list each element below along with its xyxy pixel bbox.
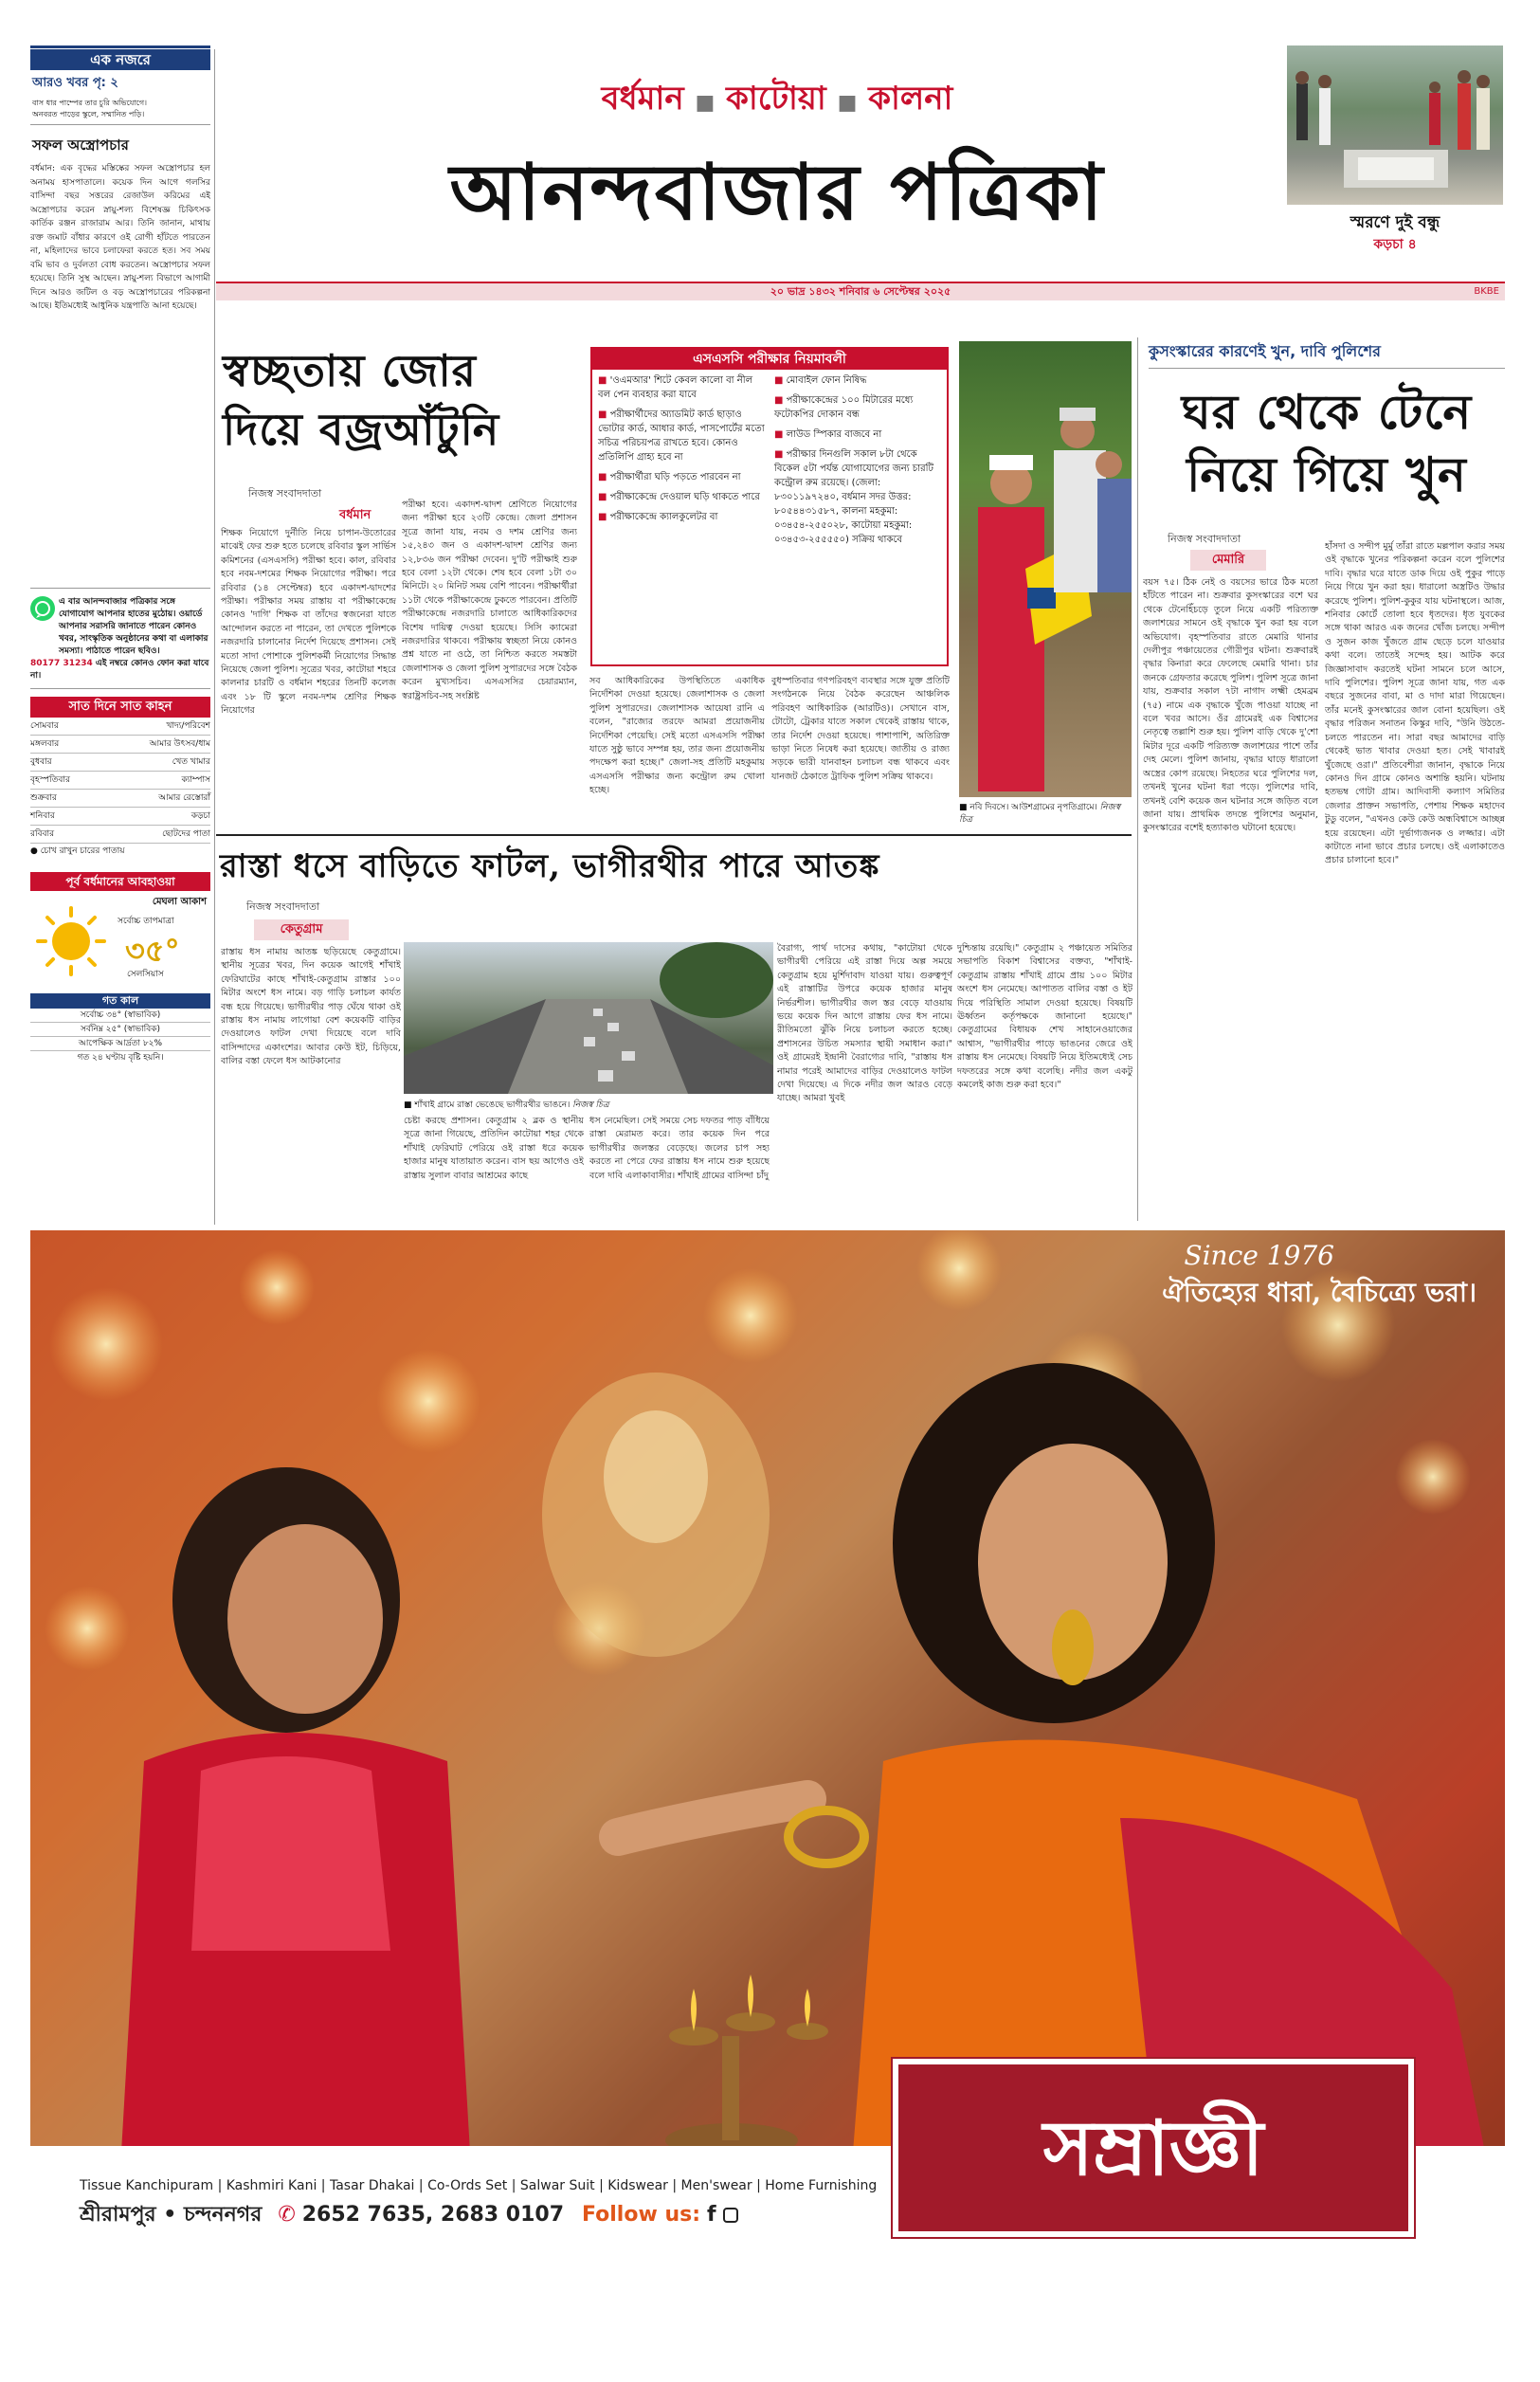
rule-item: ■ পরীক্ষার দিনগুলি সকাল ৮টা থেকে বিকেল ৫টা পর্যন্ত যোগাযোগের জন্য চারটি কন্ট্রোল রুম রয়েছে। (জেলা: ৮৩০১১৯৭২৪০, বর্ধমান সদর উত্তর: ৮০৫৪৪৩১৫৮৭, কালনা মহকুমা: ০৩৪৫৪-২৫৫০২৮, কাটোয়া মহকুমা: ০৩৪৫৩-২৫৫৫৫০) সক্রিয় থাকবে [774, 447, 941, 547]
rule-item: ■ 'ওএমআর' শিটে কেবল কালো বা নীল বল পেন ব্যবহার করা যাবে [598, 373, 765, 402]
max-temp-label: সর্বোচ্চ তাপমাত্রা [118, 917, 174, 926]
ad-category: Men'swear [680, 2178, 752, 2193]
story1-place: বর্ধমান [339, 508, 371, 522]
day-topic: খেত খামার [172, 757, 210, 767]
nabi-caption-text: নবি দিবসে। আউশগ্রামের নৃপতিগ্রামে। [969, 803, 1097, 812]
road-photo-illustration [404, 942, 773, 1094]
procession-illustration [959, 341, 1132, 797]
story3-col5: দুশ্চিন্তায় রয়েছি।" কেতুগ্রাম ২ পঞ্চায়েত সমিতির সভাপতি বিকাশ বিশ্বাসের বক্তব্য, "শাঁখাই-কেতুগ্রাম রাস্তায় শাঁখাই গ্রামে প্রায় ১০০ মিটার অংশে ধস নেমেছে। আপাতত বালির বস্তা ও ইট দিয়ে পরিস্থিতি সামাল দেওয়া হয়েছে। বিষয়টি ঊর্ধ্বতন কর্তৃপক্ষকে জানানো হয়েছে।" কেতুগ্রামের বিধায়ক শেখ সাহানেওয়াজের আশ্বাস, "ভাগীরথীর পাড়ে ভাঙনের জেরে ওই রাস্তায় ধস নেমেছে। বিষয়টি নিয়ে ইতিমধ্যেই সেচ দফতরের সঙ্গে কথা বলেছি। নদীর জল একটু কমলেই কাজ শুরু করা হবে।" [957, 943, 1132, 1091]
story2-kicker: কুসংস্কারের কারণেই খুন, দাবি পুলিশের [1149, 339, 1505, 369]
weather-title: পূর্ব বর্ধমানের আবহাওয়া [30, 872, 210, 891]
edition-code: BKBE [1474, 286, 1499, 297]
nabi-credit: নিজস্ব চিত্র [959, 803, 1121, 825]
ad-brand: সম্রাজ্ঞী [1042, 2103, 1264, 2192]
nabi-photo-caption: ■ নবি দিবসে। আউশগ্রামের নৃপতিগ্রামে। নিজস্ব চিত্র [959, 803, 1121, 825]
story3-col3: ধস নেমেছিল। সেই সময়ে সেচ দফতর পাড় বাঁধিয়ে রাস্তা মেরামত করে। তার কয়েক দিন পরে ভাগীরথীর জলস্তর বেড়েছে। জলের চাপ সহ্য করতে না পেরে ফের রাস্তায় ধস নামে শুরু হয়েছে বলে দাবি এলাকাবাসীর। শাঁখাই গ্রামের বাসিন্দা চাঁদু [589, 1116, 770, 1181]
story3-byline: নিজস্ব সংবাদদাতা [246, 900, 320, 913]
story1-col2: পরীক্ষা হবে। একাদশ-দ্বাদশ শ্রেণিতে নিয়োগের জন্য পরীক্ষা হবে ২৩টি কেন্দ্রে। জেলা প্রশাসন সূত্রে জানা যায়, নবম ও দশম শ্রেণির জন্য ১৫,২৪৩ জন ও একাদশ-দ্বাদশ শ্রেণির জন্য ১২,৮৩৬ জন পরীক্ষা দেবেন। দু'টি পরীক্ষাই শুরু হবে বেলা ১২টা থেকে। শেষ হবে বেলা ১টা ৩০ মিনিটে। ২০ মিনিট সময় বেশি পাবেন। পরীক্ষার্থীরা ১১টা থেকে পরীক্ষাকেন্দ্রে ঢুকতে পারবেন। প্রতিটি পরীক্ষাকেন্দ্রে নজরদারি চালাতে আধিকারিকদের বিশেষ দায়িত্ব দেওয়া হয়েছে। সিসি ক্যামেরা নজরদারির থাকবে। পরীক্ষায় স্বচ্ছতা নিয়ে কোনও প্রশ্ন যাতে না ওঠে, তা নিশ্চিত করতে সমস্তটা জেলাশাসক ও জেলা পুলিশ সুপারদের সঙ্গে বৈঠক করেন মুখ্যসচিব। এসএসসির চেয়ারম্যান, স্বরাষ্ট্রসচিব-সহ সংশ্লিষ্ট [402, 500, 577, 701]
story3-col4: বৈরাগ্য, পার্থ দাসের কথায়, "কাটোয়া থেকে ভাগীরথী পেরিয়ে এই রাস্তা দিয়ে অল্প সময়ে কেতুগ্রাম হয়ে মুর্শিদাবাদ যাওয়া যায়। গুরুত্বপূর্ণ এই রাস্তাটির উপরে কয়েক হাজার মানুষ নির্ভরশীল। ভাগীরথীর জল স্তর বেড়ে যাওয়ায় ভয়ে কয়েক দিন আগে রাস্তায় ফের ধস নামে। রীতিমতো ঝুঁকি নিয়ে চলাচল করতে হচ্ছে। প্রশাসনের উচিত সমস্যার স্থায়ী সমাধান করা।" ওই গ্রামেরই ইন্দ্রানী বৈরাগ্যের দাবি, "রাস্তায় ধস নামার পরেই আমাদের বাড়ির দেওয়ালেও ফাটল দেখা দিয়েছে। এ দিকে নদীর জল আরও বেড়ে যাচ্ছে। আমরা খুবই [777, 943, 952, 1104]
day-label: বুধবার [30, 757, 52, 767]
ad-category: Tasar Dhakai [329, 2178, 415, 2193]
rule-item: ■ পরীক্ষাকেন্দ্রের ১০০ মিটারের মধ্যে ফটোকপির দোকান বন্ধ [774, 393, 941, 422]
day-label: রবিবার [30, 829, 55, 839]
more-news[interactable]: আরও খবর পৃ: ২ [32, 76, 118, 90]
day-label: শনিবার [30, 811, 55, 821]
rules-box [590, 347, 949, 666]
rule-item: ■ পরীক্ষাকেন্দ্রে দেওয়াল ঘড়ি থাকতে পারে [598, 490, 765, 504]
divider-story3 [216, 834, 1132, 836]
day-topic: কড়চা [190, 811, 210, 821]
nabi-day-photo [959, 341, 1132, 797]
advertisement[interactable] [30, 1230, 1505, 2250]
story2-headline-line1: ঘর থেকে টেনে [1181, 384, 1473, 440]
list-item [30, 790, 210, 808]
weather-row: গত ২৪ ঘণ্টায় বৃষ্টি হয়নি। [77, 1053, 164, 1063]
ad-phone[interactable]: 2652 7635, 2683 0107 [301, 2203, 565, 2227]
list-item [30, 754, 210, 772]
story1-col3: সব আধিকারিকের উপস্থিতিতে একাধিক নির্দেশিকা দেওয়া হয়েছে। জেলাশাসক ও জেলা পুলিশ সুপারদের। জেলাশাসক আয়েষা রানি এ বলেন, "রাজ্যের তরফে আমরা প্রয়োজনীয় নির্দেশিকা পেয়েছি। সেই মতো এসএসসি পরীক্ষা যাতে সুষ্ঠু ভাবে সম্পন্ন হয়, তার জন্য প্রয়োজনীয় পদক্ষেপ করা হচ্ছে।" জেলা-সহ প্রতিটি মহকুমায় এসএসসি পরীক্ষার জন্য কন্ট্রোল রুম খোলা হচ্ছে। [589, 676, 765, 796]
day-label: শুক্রবার [30, 793, 57, 803]
edition-burdwan: বর্ধমান [601, 80, 684, 118]
rule-item: ■ পরীক্ষাকেন্দ্রে ক্যালকুলেটর বা [598, 510, 765, 524]
story2-headline [1149, 381, 1505, 506]
top-photo-page-ref[interactable]: কড়চা ৪ [1373, 237, 1417, 252]
sun-icon [34, 904, 108, 978]
ad-locations: শ্রীরামপুর • চন্দননগর [80, 2203, 263, 2227]
surgery-title: সফল অস্ত্রোপচার [32, 136, 129, 154]
ad-categories: Tissue Kanchipuram | Kashmiri Kani | Tasar Dhakai | Co-Ords Set | Salwar Suit | Kidswear | Men'swear | Home Furnishing [80, 2178, 878, 2193]
story3-place: কেতুগ্রাম [280, 922, 323, 936]
story2-headline-line2: নিয়ে গিয়ে খুন [1187, 446, 1467, 502]
ad-brand-box[interactable] [893, 2059, 1414, 2237]
rule-item: ■ পরীক্ষার্থীরা ঘড়ি পড়তে পারবেন না [598, 470, 765, 484]
list-item [30, 826, 210, 844]
temp-unit: সেলসিয়াস [127, 970, 164, 979]
ad-category: Kashmiri Kani [226, 2178, 317, 2193]
list-item [30, 718, 210, 736]
day-topic: ছোটদের পাতা [162, 829, 210, 839]
whatsapp-icon [30, 596, 55, 621]
top-right-photo [1287, 45, 1503, 205]
weather-box [30, 891, 210, 993]
sidebar-top-rule [30, 45, 210, 48]
story3-col1: রাস্তায় ধস নামায় আতঙ্ক ছড়িয়েছে কেতুগ্রামে। স্থানীয় সূত্রের খবর, দিন কয়েক আগেই শাঁখাই ফেরিঘাটের কাছে শাঁখাই-কেতুগ্রাম রাস্তার ১০০ মিটার অংশে ধস নামে। বড় গাড়ি চলাচল কার্যত বন্ধ হয়ে গিয়েছে। ভাগীরথীর পাড় ঘেঁষে থাকা ওই রাস্তায় ধস নামায় লাগোয়া বেশ কয়েকটি বাড়ির দেওয়ালেও ফাটল দেখা দিয়েছে বলে দাবি বাসিন্দাদের একাংশের। আবার কেউ ইট, চিড়িয়ে, বালির বস্তা ফেলে ধস আটকানোর [221, 947, 401, 1067]
rule-item: ■ পরীক্ষার্থীদের অ্যাডমিট কার্ড ছাড়াও ভোটার কার্ড, আধার কার্ড, পাসপোর্টের মতো সচিত্র পরিচয়পত্র রাখতে হবে। কোনও প্রতিলিপি গ্রাহ্য হবে না [598, 408, 765, 464]
story1-col1: শিক্ষক নিয়োগে দুর্নীতি নিয়ে চাপান-উতোরের মাঝেই ফের শুরু হতে চলেছে রবিবার স্কুল সার্ভিস কমিশনের (এসএসসি) পরীক্ষা হবে। কাল, রবিবার হবে নবম-দশমের শিক্ষক নিয়োগের পরীক্ষা। পরে রবিবার (১৪ সেপ্টেম্বর) হবে একাদশ-দ্বাদশের পরীক্ষা। পরীক্ষার সময় রাস্তায় বা পরীক্ষাকেন্দ্রে কোনও 'দাগি' শিক্ষক বা তাঁদের স্বজনেরা যাতে আন্দোলন করতে না পারেন, তা দেখতে পুলিশকে নজরদারি চালানোর নির্দেশ দিয়েছে প্রশাসন। সেই মতো সাদা পোশাকে পুলিশকর্মী নিয়োগের সিদ্ধান্ত নিয়েছে জেলা পুলিশ। সূত্রের খবর, কাটোয়া শহরে কালনার চারটি ও বর্ধমান শহরের তিনটি কলেজ এবং ১৮ টি স্কুলে নবম-দশম শ্রেণির শিক্ষক নিয়োগের [221, 528, 396, 717]
instagram-icon[interactable] [723, 2208, 738, 2223]
list-item [30, 736, 210, 754]
story1-col4: বুধস্পতিবার গণপরিবহণ ব্যবস্থার সঙ্গে যুক্ত প্রতিটি সংগঠনকে নিয়ে বৈঠক করেছেন আঞ্চলিক পরিবহণ আধিকারিক (আরটিও)। সেখানে বাস, টোটো, ট্রেকার যাতে সকাল থেকেই রাস্তায় থাকে, তার নির্দেশ দেওয়া হয়েছে। পাশাপাশি, অতিরিক্ত ভাড়া নিতে নিষেধ করা হয়েছে। জাতীয় ও রাজ্য সড়কে ভারী যানবাহন চলাচল বন্ধ থাকবে এবং যানজট ঠেকাতে ট্রাফিক পুলিশ সক্রিয় থাকবে। [771, 676, 950, 782]
dateline: ২০ ভাদ্র ১৪৩২ শনিবার ৬ সেপ্টেম্বর ২০২৫ [770, 285, 951, 298]
story2-byline: নিজস্ব সংবাদদাতা [1168, 533, 1241, 545]
story3-headline: রাস্তা ধসে বাড়িতে ফাটল, ভাগীরথীর পারে আতঙ্ক [220, 847, 880, 885]
weather-row: আপেক্ষিক আর্দ্রতা ৮২% [30, 1037, 210, 1051]
whatsapp-suffix: এই নম্বরে কোনও ফোন করা যাবে না। [30, 659, 209, 681]
edition-katwa: কাটোয়া [726, 80, 826, 118]
story2-place: মেমারি [1211, 553, 1245, 567]
story3-col2: চেষ্টা করছে প্রশাসন। কেতুগ্রাম ২ ব্লক ও স্থানীয় সূত্রে জানা গিয়েছে, প্রতিদিন কাটোয়া শহর থেকে শাঁখাই ফেরিঘাট পেরিয়ে ওই রাস্তা ধরে কয়েক হাজার মানুষ যাতায়াত করেন। বাস ছয় আগেও ওই রাস্তায় সুলাল বাবার আশ্রমের কাছে [404, 1116, 584, 1181]
column-divider [1137, 337, 1138, 1221]
story2-col2: হাঁসদা ও সন্দীপ মুর্মু তাঁরা রাতে মল্লপাল করার সময় ওই বৃদ্ধাকে খুনের পরিকল্পনা করেন বলে পুলিশের দাবি। বৃদ্ধার ঘরে যাতে ডাক দিয়ে ওই পুকুর পাড়ে নিয়ে গিয়ে খুন করা হয়। ধারালো অস্ত্রটিও উদ্ধার করেছে পুলিশ। পুলিশ-কুকুর যায় ঘটনাস্থলে। আজ, শনিবার কোর্টে তোলা হবে ধৃতদের। ধৃত যুবকের সঙ্গে থাকা আরও এক জনের খোঁজ চলছে। সন্দীপ ও সুজন কাজ খুঁজতে গ্রাম ছেড়ে চলে যাওয়ার কথা বলে। তাতেই সন্দেহ হয়। আটক করে জিজ্ঞাসাবাদ করতেই ঘটনা সামনে চলে আসে, দাবি পুলিশের। পুলিশ সূত্রে জানা যায়, গত এক বছরে সুজনের বাবা, মা ও দাদা মারা গিয়েছেন। তাঁর মনেই কুসংস্কারের জাল বোনা হয়েছিল। ওই বৃদ্ধার পরিজন সনাতন কিস্কুর দাবি, "উনি উঠতে-চলতে পারতেন না। সারা বছর আমাদের বাড়ি থেকেই ভাত খাবার দেওয়া হত। সেই খাবারই খুঁজেছে ওরা।" প্রতিবেশীরা জানান, বৃদ্ধাকে নিয়ে কোনও দিন গ্রামে কোনও অশান্তি হয়নি। ঘটনায় হতভম্ব গোটা গ্রাম। আদিবাসী কল্যাণ সমিতির জেলার প্রাক্তন সভাপতি, পেশায় শিক্ষক মহাদেব টুডু বলেন, "এখনও কেউ কেউ অন্ধবিশ্বাসে আচ্ছন্ন হয়ে রয়েছেন। এটা দুর্ভাগ্যজনক ও লজ্জার। এটা কাটাতে নানা ভাবে প্রচার চলছে। ওই এলাকাতেও প্রচার চালানো হবে।" [1325, 541, 1505, 866]
phone-icon: ✆ [278, 2203, 296, 2227]
surgery-text: বর্ধমান: এক বৃদ্ধের মস্তিষ্কের সফল অস্ত্রোপচার হল অনাময় হাসপাতালে। কয়েক দিন আগে গলসির বাসিন্দা বছর সত্তরের রেজাউল করিমের এই অস্ত্রোপচার করেন স্নায়ু-শল্য বিশেষজ্ঞ চিকিৎসক কার্তিক রঞ্জন রাজারাম আর। তিনি জানান, মাথায় রক্ত জমাট বাঁধার কারণে ওই রোগী হাঁটতে পারতেন না, মহিলাদের ভাবে চলাফেরা করতে হত। সব সময় বমি ভাব ও দুর্বলতা বোধ করতেন। অস্ত্রোপচার সফল হয়েছে। তিনি সুস্থ আছেন। স্নায়ু-শল্য বিভাগে আগামী দিনে আরও জটিল ও বড় অস্ত্রোপচারের পরিকল্পনা আছে। ইতিমধ্যেই আধুনিক যন্ত্রপাতি আনা হয়েছে। [30, 162, 210, 589]
list-item [30, 772, 210, 790]
ad-contact-row [80, 2198, 738, 2233]
seven-days-footer: ● চোখ রাখুন চারের পাতায় [30, 846, 125, 856]
ad-category: Home Furnishing [765, 2178, 878, 2193]
day-topic: খাদ্য/পরিবেশ [166, 721, 210, 731]
day-topic: আমার রেস্তোরাঁ [158, 793, 210, 803]
ad-follow: Follow us: [582, 2203, 701, 2227]
ek-najare-title: এক নজরে [30, 49, 210, 70]
seven-days-list [30, 718, 210, 844]
rule-item: ■ লাউড স্পিকার বাজবে না [774, 427, 941, 442]
column-divider [214, 49, 215, 1225]
rule-item: ■ মোবাইল ফোন নিষিদ্ধ [774, 373, 941, 388]
story1-headline-line2: দিয়ে বজ্রআঁটুনি [223, 404, 500, 455]
story2-col1: বয়স ৭৫। ঠিক নেই ও বয়সের ভারে ঠিক মতো হাঁটতে পারেন না। শুক্রবার কুসংস্কারের বশে ঘর থেকে টেনেহিঁচড়ে তুলে নিয়ে একটি পরিত্যক্ত জলাশয়ের সামনে ওই বৃদ্ধাকে খুন করা হয় বলে অভিযোগ। বৃহস্পতিবার রাতে মেমারি থানার দেলীপুর পঞ্চায়েতের গৌরীপুর ঘটনা। শুক্রবারই বৃদ্ধার কিনারা করে ফেলেছে মেমারি থানা। চার জনকে গ্রেফতার করেছে পুলিশ। পুলিশ সূত্রে জানা যায়, শুক্রবার সকাল ৭টা নাগাদ লক্ষ্মী হেমব্রম (৭৫) নামে এক বৃদ্ধাকে খুঁজে পাওয়া যাচ্ছে না বলে খবর আসে। ওঁর গ্রামেরই এক বিশ্বাসের নেতৃত্বে তল্লাশি শুরু হয়। পুলিশ বাড়ি থেকে দু'শো মিটার দূরে একটি পরিত্যক্ত জলাশয়ের পাশে তাঁর দেহ মেলে। পুলিশ জানায়, বৃদ্ধার ঘাড়ে ধারালো অস্ত্রের কোপ রয়েছে। নিহতের ঘরে পুলিশের দল, তখনই খুনের ঘটনা ধরা পড়ে। পুলিশের দাবি, তখনই বেশি কয়েক জন ঘটনার সঙ্গে জড়িত বলে জানা যায়। প্রাথমিক তদন্তে পুলিশের অনুমান, কুসংস্কারের বশেই হত্যাকাণ্ড ঘটানো হয়েছে। [1143, 577, 1318, 834]
ad-category: Kidswear [607, 2178, 668, 2193]
yesterday-title: গত কাল [30, 993, 210, 1009]
memorial-photo-illustration [1287, 45, 1503, 205]
paper-name: আনন্দবাজার পত্রিকা [449, 147, 1105, 238]
dateline-bar [216, 282, 1505, 300]
edition-line: বর্ধমান ■ কাটোয়া ■ কালনা [601, 80, 953, 118]
whatsapp-box [30, 596, 210, 689]
day-topic: ক্যাম্পাস [181, 775, 210, 785]
whatsapp-text: এ বার আনন্দবাজার পত্রিকার সঙ্গে যোগাযোগ আপনার হাতের মুঠোয়। ওয়ার্ডে আপনার সরাসরি জানাতে পারেন কোনও খবর, সাংস্কৃতিক অনুষ্ঠানের কথা বা এলাকার সমস্যা। পাঠাতে পারেন ছবিও। [59, 597, 208, 656]
story3-caption-text: শাঁখাই গ্রামে রাস্তা ভেঙেছে ভাগীরথীর ভাঙনে। [414, 1100, 571, 1110]
ad-category: Salwar Suit [519, 2178, 595, 2193]
whatsapp-number[interactable]: 80177 31234 [30, 659, 93, 668]
day-label: মঙ্গলবার [30, 739, 60, 749]
ad-tagline: ঐতিহ্যের ধারা, বৈচিত্র্যে ভরা। [1162, 1277, 1477, 1308]
ad-category: Co-Ords Set [427, 2178, 508, 2193]
max-temp: ৩৫° [125, 933, 180, 969]
story1-headline [223, 341, 588, 459]
top-photo-caption: স্মরণে দুই বন্ধু [1350, 213, 1440, 232]
story1-headline-line1: স্বচ্ছতায় জোর [223, 345, 477, 396]
day-label: সোমবার [30, 721, 59, 731]
sidebar [30, 49, 210, 1225]
road-collapse-photo [404, 942, 773, 1094]
day-topic: আমার উৎসব/ধাম [149, 739, 210, 749]
rules-box-title: এসএসসি পরীক্ষার নিয়মাবলী [592, 349, 947, 370]
story1-byline: নিজস্ব সংবাদদাতা [248, 487, 322, 500]
weather-row: সর্বোচ্চ ৩৪° (স্বাভাবিক) [30, 1009, 210, 1023]
facebook-icon[interactable]: f [707, 2203, 716, 2227]
list-item [30, 808, 210, 826]
story3-place-box [254, 919, 349, 940]
ek-najare-item[interactable]: অনবরত পাড়ের স্কুলে, সম্মানিত পড়ি। [30, 109, 210, 125]
weather-condition: মেঘলা আকাশ [152, 897, 207, 907]
story3-credit: নিজস্ব চিত্র [572, 1100, 609, 1110]
edition-kalna: কালনা [868, 80, 953, 118]
day-label: বৃহস্পতিবার [30, 775, 70, 785]
ad-category: Tissue Kanchipuram [80, 2178, 214, 2193]
ek-najare-item[interactable]: বাস ধার পাম্পের তার চুরি অভিযোগে। [32, 99, 147, 107]
story3-photo-caption: ■ শাঁখাই গ্রামে রাস্তা ভেঙেছে ভাগীরথীর ভাঙনে। নিজস্ব চিত্র [404, 1100, 609, 1110]
seven-days-footer-text: চোখ রাখুন চারের পাতায় [40, 846, 125, 856]
seven-days-title: সাত দিনে সাত কাহন [30, 697, 210, 718]
story2-place-box [1190, 550, 1266, 571]
weather-row: সর্বনিম্ন ২৫° (স্বাভাবিক) [30, 1023, 210, 1037]
ad-since: Since 1976 [1184, 1240, 1334, 1271]
